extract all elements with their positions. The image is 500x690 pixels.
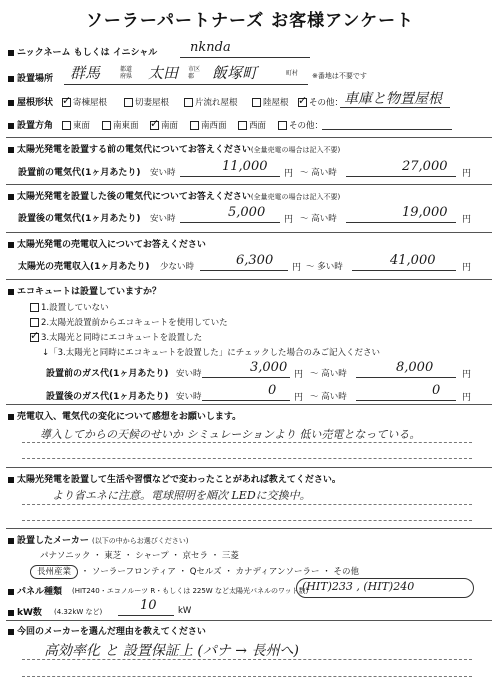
maker-row1: パナソニック ・ 東芝 ・ シャープ ・ 京セラ ・ 三菱 [40, 551, 239, 561]
elec-after-high-underline [346, 222, 456, 223]
bullet-icon [8, 538, 14, 544]
sales-low-underline [200, 270, 288, 271]
panel-label [8, 584, 62, 597]
gas-after-low-value[interactable]: 0 [268, 383, 277, 398]
nickname-underline [180, 57, 310, 58]
ecocute-option-2[interactable] [30, 331, 202, 343]
elec-before-high-underline [346, 176, 456, 177]
location-note: ※番地は不要です [312, 72, 367, 80]
maker-question [8, 533, 188, 546]
direction-option-2[interactable] [150, 119, 178, 131]
sales-high-underline [352, 270, 456, 271]
gas-before-low-value[interactable]: 3,000 [250, 360, 288, 375]
checkbox-icon[interactable] [30, 303, 39, 312]
kw-value[interactable]: 10 [140, 598, 157, 613]
direction-option-3[interactable] [190, 119, 227, 131]
lifestyle-answer[interactable]: より省エネに注意。電球照明を順次 LEDに交換中。 [52, 489, 311, 502]
checkbox-icon[interactable] [184, 98, 193, 107]
sales-row-label: 太陽光の売電収入(1ヶ月あたり) [18, 262, 150, 272]
elec-before-low-underline [180, 176, 280, 177]
gas-after-high-value[interactable]: 0 [432, 383, 441, 398]
bullet-icon [8, 289, 14, 295]
yen-unit: 円 [462, 215, 472, 225]
bullet-icon [8, 50, 14, 56]
ecocute-question [8, 284, 161, 297]
direction-option-4[interactable] [238, 119, 266, 131]
yen-unit: 円 [462, 393, 472, 403]
roof-option-label: 陸屋根 [263, 98, 289, 108]
elec-before-row-label: 設置前の電気代(1ヶ月あたり) [18, 168, 141, 178]
yen-unit: 円 [292, 263, 302, 273]
reason-question-text: 今回のメーカーを選んだ理由を教えてください [17, 627, 206, 637]
nickname-value[interactable]: nknda [190, 40, 231, 55]
checkbox-icon[interactable] [62, 98, 71, 107]
gas-before-high-label: ～ 高い時 [310, 369, 347, 379]
direction-option-label: 東面 [73, 121, 91, 131]
roof-option-3[interactable] [252, 96, 289, 108]
roof-option-label: 片流れ屋根 [195, 98, 238, 108]
yen-unit: 円 [462, 263, 472, 273]
answer-line [22, 676, 472, 677]
direction-option-5[interactable] [278, 119, 323, 131]
checkbox-icon[interactable] [298, 98, 307, 107]
location-city-unit: 市区郡 [188, 66, 201, 80]
sales-question-text: 太陽光発電の売電収入についてお答えください [17, 240, 206, 250]
location-town[interactable]: 飯塚町 [212, 64, 258, 82]
ecocute-option-1[interactable] [30, 316, 228, 328]
elec-after-row-label: 設置後の電気代(1ヶ月あたり) [18, 214, 141, 224]
direction-option-label: 南西面 [201, 121, 227, 131]
elec-after-question [8, 189, 340, 202]
gas-before-low-underline [202, 377, 290, 378]
answer-line [22, 504, 472, 505]
sales-high-value[interactable]: 41,000 [390, 253, 436, 268]
maker-question-text: 設置したメーカー [17, 536, 89, 546]
checkbox-icon[interactable] [150, 121, 159, 130]
divider [6, 404, 492, 405]
answer-line [22, 520, 472, 521]
location-label-text: 設置場所 [17, 74, 54, 84]
bullet-icon [8, 610, 14, 616]
yen-unit: 円 [284, 169, 294, 179]
elec-before-high-label: ～ 高い時 [300, 168, 337, 178]
location-pref-unit: 都道府県 [120, 66, 133, 80]
location-city[interactable]: 太田 [148, 64, 179, 82]
bullet-icon [8, 477, 14, 483]
elec-after-note: (全量売電の場合は記入不要) [250, 193, 341, 201]
kw-label [8, 605, 42, 618]
maker-hint: (以下の中からお選びください) [91, 537, 189, 545]
impression-answer[interactable]: 導入してからの天候のせいか シミュレーションより 低い売電となっている。 [40, 428, 421, 441]
location-label [8, 71, 53, 84]
yen-unit: 円 [294, 370, 304, 380]
roof-option-0[interactable] [62, 96, 107, 108]
roof-option-1[interactable] [124, 96, 169, 108]
direction-other-underline [322, 129, 452, 130]
ecocute-option-label: 2.太陽光設置前からエコキュートを使用していた [41, 318, 228, 328]
roof-option-label: 切妻屋根 [135, 98, 170, 108]
divider [6, 184, 492, 185]
roof-option-label: 寄棟屋根 [73, 98, 108, 108]
bullet-icon [8, 194, 14, 200]
bullet-icon [8, 123, 14, 129]
reason-question [8, 624, 206, 637]
roof-option-4[interactable] [298, 96, 343, 108]
impression-question-text: 売電収入、電気代の変化について感想をお願いします。 [17, 412, 242, 422]
ecocute-option-label: 3.太陽光と同時にエコキュートを設置した [41, 333, 203, 343]
location-pref[interactable]: 群馬 [70, 64, 101, 82]
direction-option-label: 南面 [161, 121, 179, 131]
kw-underline [118, 615, 174, 616]
bullet-icon [8, 414, 14, 420]
elec-before-low-value[interactable]: 11,000 [222, 159, 268, 174]
ecocute-option-label: 1.設置していない [41, 303, 109, 313]
direction-option-label: 西面 [249, 121, 267, 131]
divider [6, 528, 492, 529]
elec-after-low-value[interactable]: 5,000 [228, 205, 266, 220]
location-town-unit: 町村 [286, 70, 299, 77]
panel-value[interactable]: (HIT)233 , (HIT)240 [302, 580, 415, 593]
direction-label-text: 設置方角 [17, 121, 54, 131]
bullet-icon [8, 589, 14, 595]
sales-question [8, 237, 206, 250]
checkbox-icon[interactable] [102, 121, 111, 130]
checkbox-icon[interactable] [30, 318, 39, 327]
maker-row2-rest: ・ ソーラーフロンティア ・ Qセルズ ・ カナディアンソーラー ・ その他 [80, 567, 359, 577]
ecocute-followup: ↓「3.太陽光と同時にエコキュートを設置した」にチェックした場合のみご記入ください [42, 348, 380, 358]
elec-after-high-value[interactable]: 19,000 [402, 205, 448, 220]
gas-after-low-label: 安い時 [176, 392, 202, 402]
bullet-icon [8, 76, 14, 82]
divider [6, 137, 492, 138]
yen-unit: 円 [462, 370, 472, 380]
gas-after-high-label: ～ 高い時 [310, 392, 347, 402]
answer-line [22, 442, 472, 443]
elec-before-question-text: 太陽光発電を設置する前の電気代についてお答えください [17, 145, 251, 155]
reason-answer[interactable]: 高効率化 と 設置保証上 (パナ → 長州へ) [44, 643, 299, 659]
direction-option-1[interactable] [102, 119, 139, 131]
page-title: ソーラーパートナーズ お客様アンケート [85, 11, 415, 31]
elec-before-high-value[interactable]: 27,000 [402, 159, 448, 174]
ecocute-option-0[interactable] [30, 301, 109, 313]
nickname-label [8, 45, 157, 58]
gas-before-high-underline [356, 377, 456, 378]
elec-after-high-label: ～ 高い時 [300, 214, 337, 224]
sales-high-label: ～ 多い時 [306, 262, 343, 272]
roof-option-2[interactable] [184, 96, 238, 108]
lifestyle-question-text: 太陽光発電を設置して生活や習慣などで変わったことがあれば教えてください。 [17, 475, 341, 485]
gas-before-low-label: 安い時 [176, 369, 202, 379]
bullet-icon [8, 242, 14, 248]
gas-after-low-underline [202, 400, 290, 401]
gas-before-high-value[interactable]: 8,000 [396, 360, 434, 375]
checkbox-icon[interactable] [124, 98, 133, 107]
direction-option-label: 南東面 [113, 121, 139, 131]
roof-other-underline [340, 107, 450, 108]
kw-hint: (4.32kW など) [54, 608, 103, 616]
elec-after-low-label: 安い時 [150, 214, 176, 224]
yen-unit: 円 [294, 393, 304, 403]
elec-before-low-label: 安い時 [150, 168, 176, 178]
elec-before-question [8, 142, 340, 155]
roof-other-value[interactable]: 車庫と物置屋根 [344, 91, 442, 107]
panel-label-text: パネル種類 [17, 587, 63, 597]
divider [6, 279, 492, 280]
lifestyle-question [8, 472, 341, 485]
checkbox-icon[interactable] [30, 333, 39, 342]
checkbox-icon[interactable] [238, 121, 247, 130]
yen-unit: 円 [284, 215, 294, 225]
checkbox-icon[interactable] [190, 121, 199, 130]
bullet-icon [8, 147, 14, 153]
elec-before-note: (全量売電の場合は記入不要) [250, 146, 341, 154]
ecocute-question-text: エコキュートは設置していますか？ [17, 287, 162, 297]
kw-label-text: kW数 [17, 608, 42, 618]
bullet-icon [8, 100, 14, 106]
location-underline [64, 84, 308, 85]
maker-row2 [30, 565, 359, 577]
checkbox-icon[interactable] [252, 98, 261, 107]
direction-label [8, 118, 53, 131]
gas-before-label: 設置前のガス代(1ヶ月あたり) [46, 369, 169, 379]
answer-line [22, 458, 472, 459]
panel-hint: (HIT240・エコノルーツ R・もしくは 225W など太陽光パネルのワット数) [72, 587, 309, 595]
checkbox-icon[interactable] [62, 121, 71, 130]
divider [6, 620, 492, 621]
divider [6, 232, 492, 233]
answer-line [22, 659, 472, 660]
roof-option-label: その他： [309, 98, 344, 108]
roof-label-text: 屋根形状 [17, 98, 54, 108]
kw-unit: kW [178, 606, 192, 616]
direction-option-label: その他： [289, 121, 324, 131]
yen-unit: 円 [462, 169, 472, 179]
gas-after-high-underline [356, 400, 456, 401]
roof-label [8, 95, 53, 108]
elec-after-low-underline [180, 222, 280, 223]
nickname-label-text: ニックネーム もしくは イニシャル [17, 48, 158, 58]
divider [6, 467, 492, 468]
direction-option-0[interactable] [62, 119, 90, 131]
bullet-icon [8, 629, 14, 635]
checkbox-icon[interactable] [278, 121, 287, 130]
maker-selected[interactable]: 長州産業 [30, 565, 78, 579]
elec-after-question-text: 太陽光発電を設置した後の電気代についてお答えください [17, 192, 251, 202]
impression-question [8, 409, 241, 422]
sales-low-value[interactable]: 6,300 [236, 253, 274, 268]
sales-low-label: 少ない時 [160, 262, 195, 272]
gas-after-label: 設置後のガス代(1ヶ月あたり) [46, 392, 169, 402]
